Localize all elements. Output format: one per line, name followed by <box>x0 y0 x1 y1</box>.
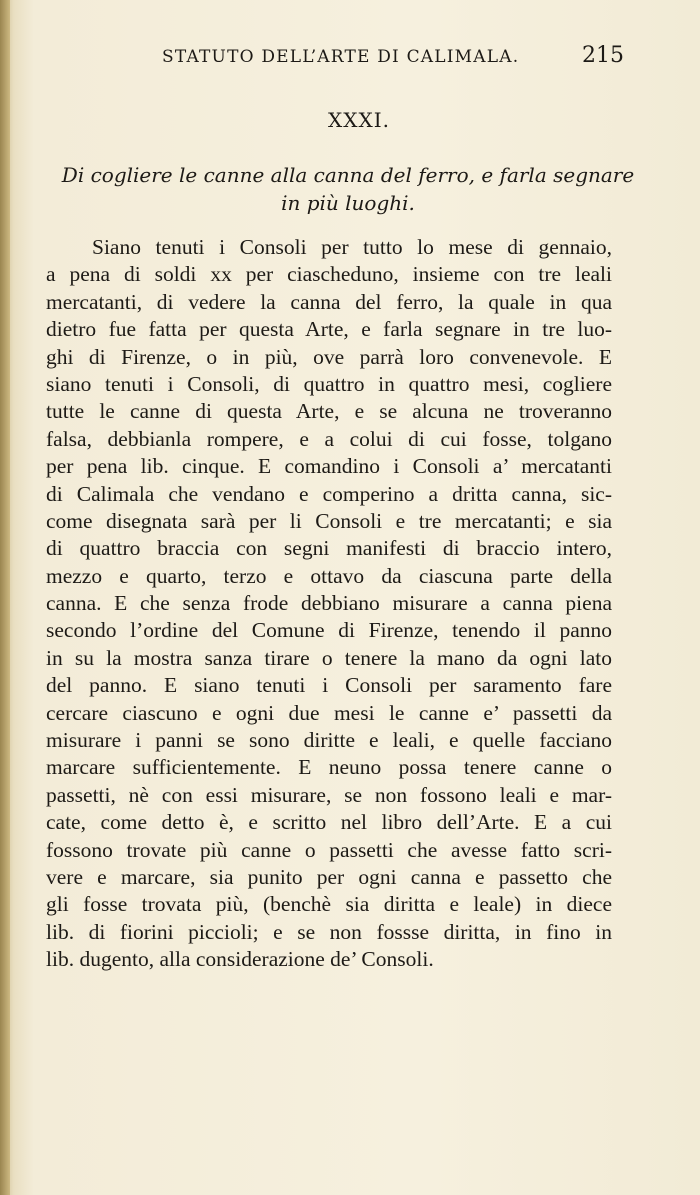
text-line: come disegnata sarà per li Consoli e tre mercatanti; e sia <box>46 508 612 533</box>
chapter-title <box>58 161 638 217</box>
text-line: fossono trovate più canne o passetti che avesse fatto scri- <box>46 837 612 862</box>
text-line: cate, come detto è, e scritto nel libro dell’Arte. E a cui <box>46 810 612 835</box>
page-gutter-shadow <box>0 0 10 1195</box>
text-line: lib. di fiorini piccioli; e se non fossse diritta, in fino in <box>46 919 612 944</box>
text-line: per pena lib. cinque. E comandino i Consoli a’ mercatanti <box>46 454 612 479</box>
text-line: ghi di Firenze, o in più, ove parrà loro convenevole. E <box>46 344 612 369</box>
text-line: canna. E che senza frode debbiano misurare a canna piena <box>46 591 612 616</box>
text-line: cercare ciascuno e ogni due mesi le canne e’ passetti da <box>46 700 612 725</box>
text-line: tutte le canne di questa Arte, e se alcuna ne troveranno <box>46 399 612 424</box>
chapter-title-line: Di cogliere le canne alla canna del ferro, e farla segnare <box>61 163 635 187</box>
chapter-title-line: in più luoghi. <box>281 191 415 215</box>
running-title: STATUTO DELL’ARTE DI CALIMALA. <box>162 47 520 67</box>
text-line: a pena di soldi xx per ciascheduno, insieme con tre leali <box>46 262 612 287</box>
text-line: secondo l’ordine del Comune di Firenze, tenendo il panno <box>46 618 612 643</box>
text-line: passetti, nè con essi misurare, se non fossono leali e mar- <box>46 782 612 807</box>
text-line: gli fosse trovata più, (benchè sia diritta e leale) in diece <box>46 892 612 917</box>
text-line: di Calimala che vendano e comperino a dritta canna, sic- <box>46 481 612 506</box>
running-head <box>0 43 700 77</box>
text-line: siano tenuti i Consoli, di quattro in quattro mesi, cogliere <box>46 371 612 396</box>
text-line: di quattro braccia con segni manifesti di braccio intero, <box>46 536 612 561</box>
text-line: vere e marcare, sia punito per ogni canna e passetto che <box>46 864 612 889</box>
text-line: falsa, debbianla rompere, e a colui di cui fosse, tolgano <box>46 426 612 451</box>
text-line: in su la mostra sanza tirare o tenere la mano da ogni lato <box>46 645 612 670</box>
text-line: mezzo e quarto, terzo e ottavo da ciascuna parte della <box>46 563 612 588</box>
text-line: marcare sufficientemente. E neuno possa tenere canne o <box>46 755 612 780</box>
text-line: misurare i panni se sono diritte e leali, e quelle facciano <box>46 728 612 753</box>
text-line: del panno. E siano tenuti i Consoli per saramento fare <box>46 673 612 698</box>
page-number: 215 <box>582 43 624 68</box>
text-line: mercatanti, di vedere la canna del ferro, la quale in qua <box>46 289 612 314</box>
text-line: lib. dugento, alla considerazione de’ Consoli. <box>46 947 434 972</box>
text-line: dietro fue fatta per questa Arte, e farla segnare in tre luo- <box>46 317 612 342</box>
chapter-number: XXXI. <box>328 108 390 132</box>
text-line: Siano tenuti i Consoli per tutto lo mese di gennaio, <box>92 235 612 259</box>
body-paragraph <box>46 234 612 974</box>
